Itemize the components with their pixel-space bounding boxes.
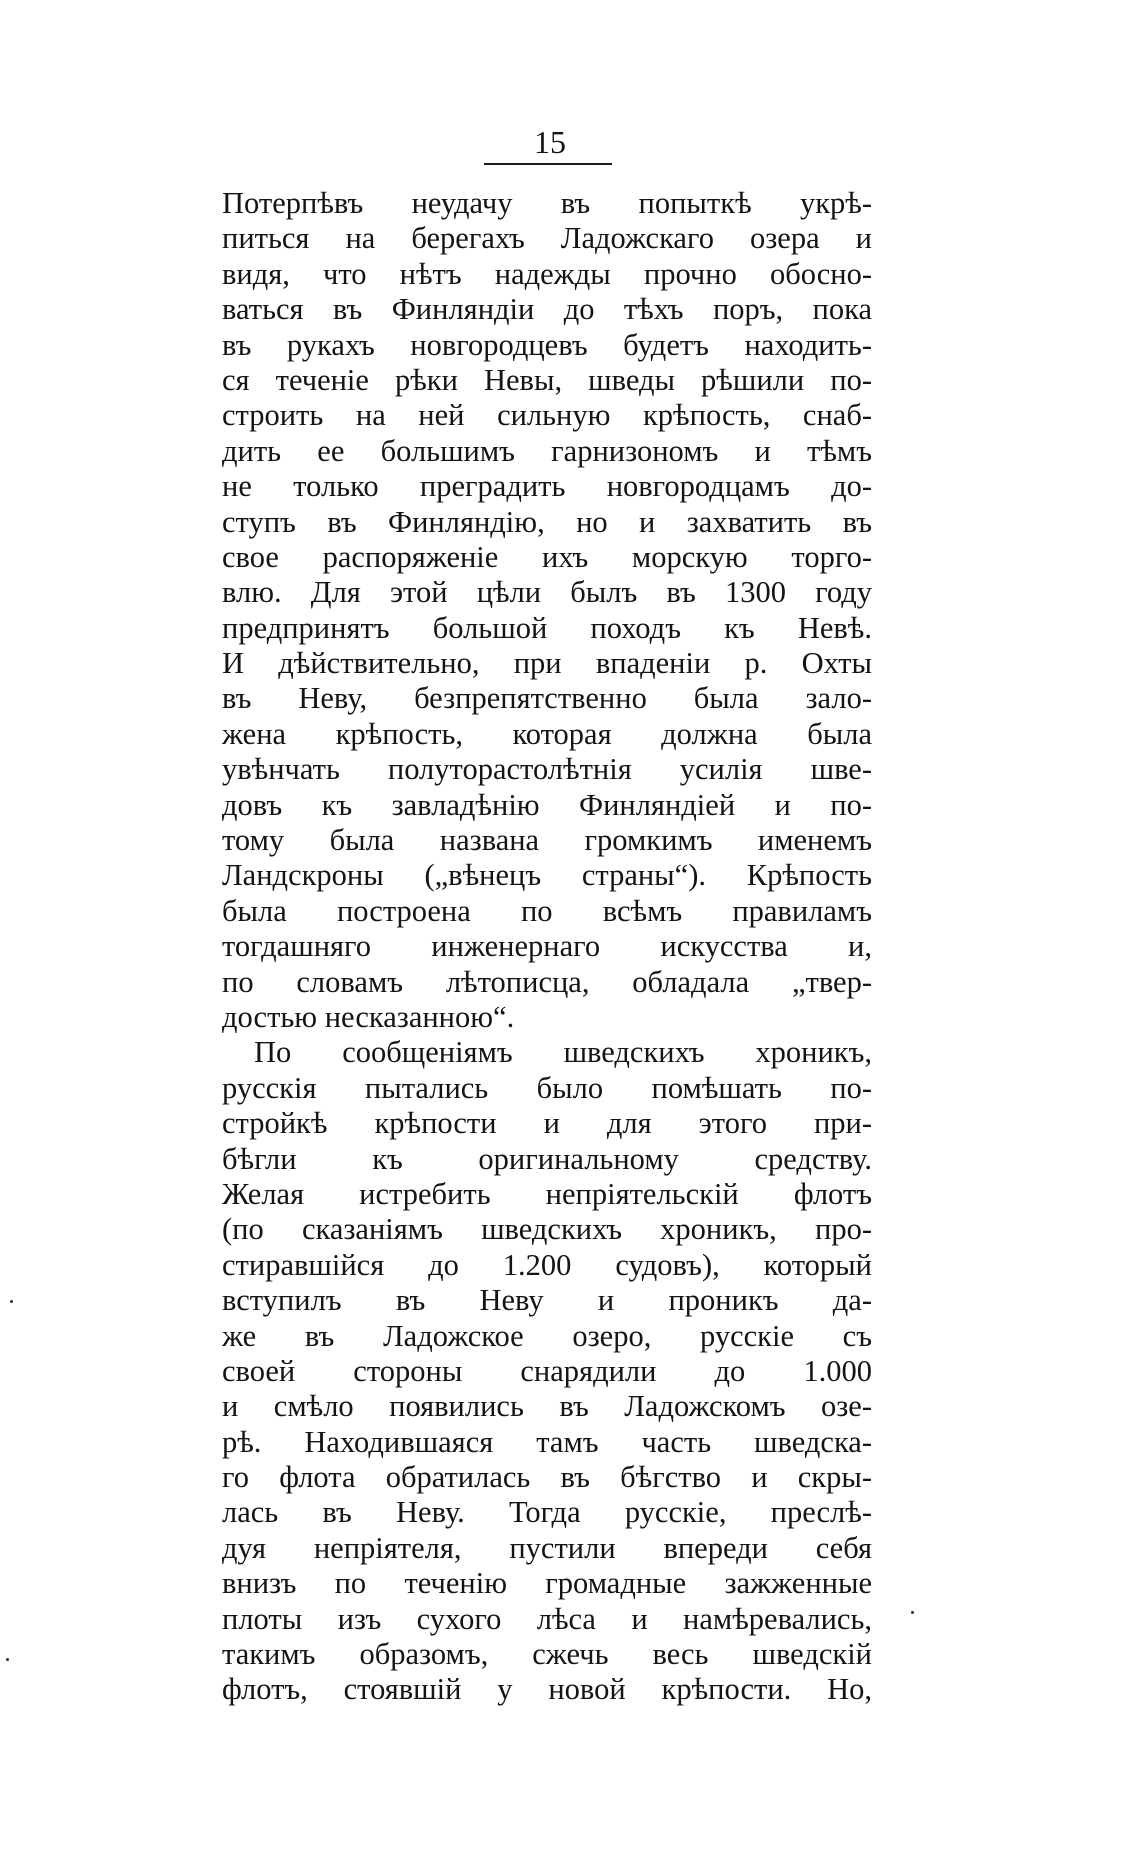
text-line: видя, что нѣтъ надежды прочно обосно- (222, 256, 872, 291)
text-line: рѣ. Находившаяся тамъ часть шведска- (222, 1424, 872, 1459)
scan-speck (6, 1658, 9, 1661)
paragraph-2 (222, 1035, 872, 1707)
text-line: ваться въ Финляндіи до тѣхъ поръ, пока (222, 292, 872, 327)
text-line: по словамъ лѣтописца, обладала „твер- (222, 964, 872, 999)
text-line: жена крѣпость, которая должна была (222, 716, 872, 751)
paragraph-1 (222, 186, 872, 1035)
text-line: не только преградить новгородцамъ до- (222, 469, 872, 504)
text-line: ступъ въ Финляндію, но и захватить въ (222, 504, 872, 539)
text-line: и смѣло появились въ Ладожскомъ озе- (222, 1389, 872, 1424)
text-line: (по сказаніямъ шведскихъ хроникъ, про- (222, 1212, 872, 1247)
text-line: строить на ней сильную крѣпость, снаб- (222, 398, 872, 433)
text-line: такимъ образомъ, сжечь весь шведскій (222, 1637, 872, 1672)
text-line: стиравшійся до 1.200 судовъ), который (222, 1247, 872, 1282)
text-line: своей стороны снарядили до 1.000 (222, 1353, 872, 1388)
text-line: же въ Ладожское озеро, русскіе съ (222, 1318, 872, 1353)
text-line: Желая истребить непріятельскій флотъ (222, 1176, 872, 1211)
text-line: тогдашняго инженернаго искусства и, (222, 929, 872, 964)
text-line: предпринятъ большой походъ къ Невѣ. (222, 610, 872, 645)
text-line: флотъ, стоявшій у новой крѣпости. Но, (222, 1672, 872, 1707)
text-line: Ландскроны („вѣнецъ страны“). Крѣпость (222, 858, 872, 893)
text-line: По сообщеніямъ шведскихъ хроникъ, (254, 1035, 872, 1070)
text-line: русскія пытались было помѣшать по- (222, 1070, 872, 1105)
text-line: бѣгли къ оригинальному средству. (222, 1141, 872, 1176)
text-line: плоты изъ сухого лѣса и намѣревались, (222, 1601, 872, 1636)
text-line: въ рукахъ новгородцевъ будетъ находить- (222, 327, 872, 362)
text-line: влю. Для этой цѣли былъ въ 1300 году (222, 575, 872, 610)
text-line: тому была названа громкимъ именемъ (222, 823, 872, 858)
text-line: внизъ по теченію громадные зажженные (222, 1566, 872, 1601)
text-line: ся теченіе рѣки Невы, шведы рѣшили по- (222, 362, 872, 397)
body-text (222, 186, 872, 1708)
text-line: стройкѣ крѣпости и для этого при- (222, 1106, 872, 1141)
text-line: довъ къ завладѣнію Финляндіей и по- (222, 787, 872, 822)
text-line: И дѣйствительно, при впаденіи р. Охты (222, 646, 872, 681)
scan-speck (911, 1611, 914, 1614)
text-line: питься на берегахъ Ладожскаго озера и (222, 221, 872, 256)
text-line: въ Неву, безпрепятственно была зало- (222, 681, 872, 716)
page-number: 15 (534, 124, 566, 160)
text-line: го флота обратилась въ бѣгство и скры- (222, 1460, 872, 1495)
page-number-rule (484, 163, 612, 165)
text-line: свое распоряженіе ихъ морскую торго- (222, 539, 872, 574)
text-line: была построена по всѣмъ правиламъ (222, 893, 872, 928)
scan-speck (10, 1300, 13, 1303)
text-line: достью несказанною“. (222, 999, 515, 1034)
text-line: дуя непріятеля, пустили впереди себя (222, 1530, 872, 1565)
text-line: вступилъ въ Неву и проникъ да- (222, 1283, 872, 1318)
text-line: Потерпѣвъ неудачу въ попыткѣ укрѣ- (222, 186, 872, 220)
text-line: дить ее большимъ гарнизономъ и тѣмъ (222, 433, 872, 468)
text-line: лась въ Неву. Тогда русскіе, преслѣ- (222, 1495, 872, 1530)
text-line: увѣнчать полуторастолѣтнія усилія шве- (222, 752, 872, 787)
